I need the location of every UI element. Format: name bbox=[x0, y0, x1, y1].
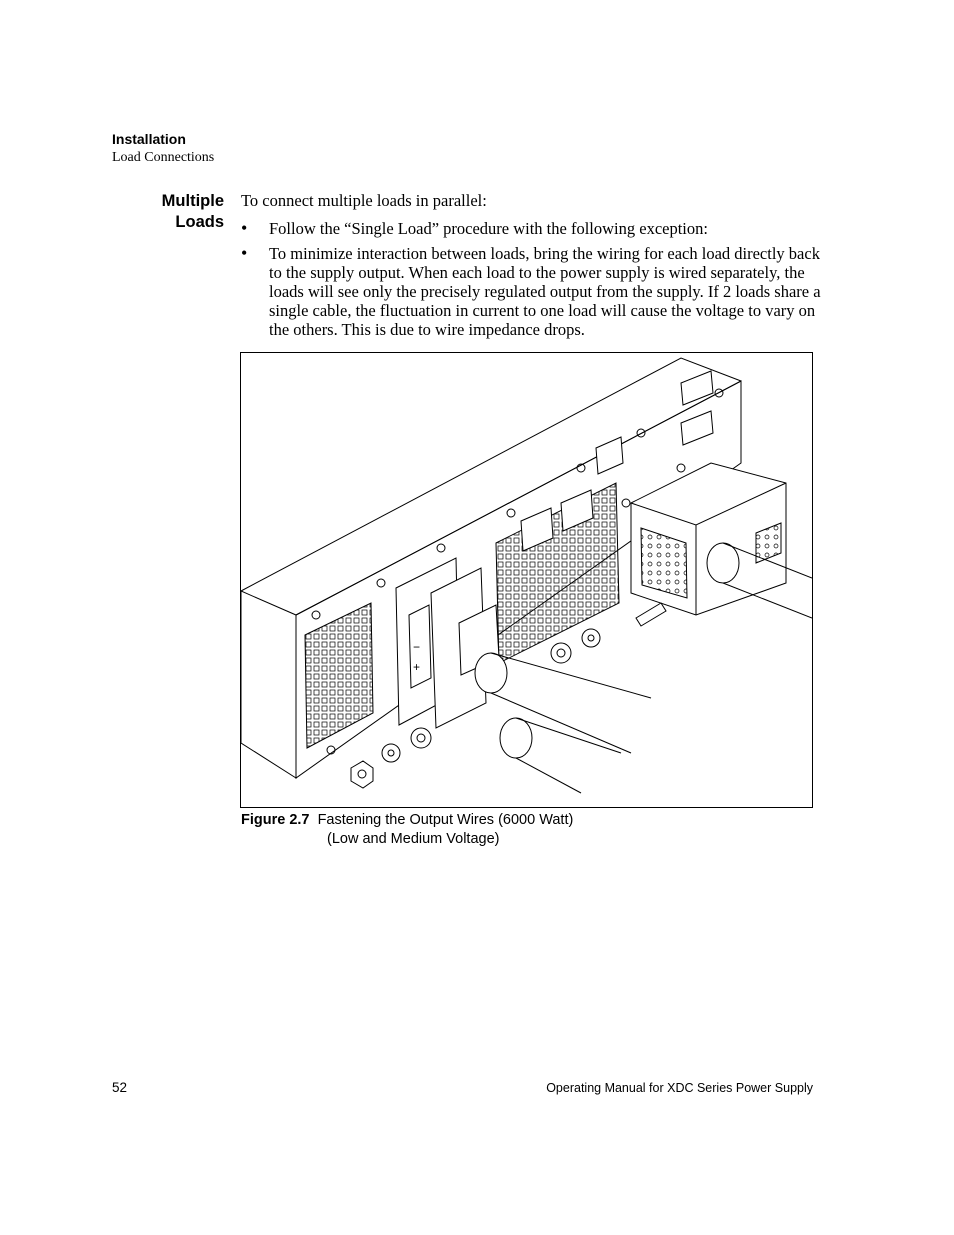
figure-caption bbox=[241, 812, 573, 828]
bullet-text: Follow the “Single Load” procedure with the following exception: bbox=[269, 219, 708, 238]
figure-caption-line1: Fastening the Output Wires (6000 Watt) bbox=[317, 812, 574, 828]
figure-label: Figure 2.7 bbox=[241, 812, 310, 828]
bullet-icon: • bbox=[241, 243, 248, 263]
output-wire bbox=[500, 718, 621, 793]
side-heading bbox=[120, 191, 224, 233]
bullet-text: To minimize interaction between loads, bring the wiring for each load directly back to the supply output. When each load to the power supply is wired separately, the loads will see only the precisely regulated output from the supply. If 2 loads share a single cable, the fluctuation in current to one load will cause the voltage to vary on the others. This is due to wire impedance drops. bbox=[269, 244, 821, 339]
bullet-item bbox=[241, 244, 821, 339]
terminal-minus-label: − bbox=[413, 640, 421, 654]
side-heading-line1: Multiple bbox=[161, 192, 224, 210]
chassis-side-panel bbox=[241, 591, 296, 778]
figure-caption-line2: (Low and Medium Voltage) bbox=[327, 831, 500, 847]
power-supply-illustration bbox=[241, 353, 812, 807]
hex-nut bbox=[351, 761, 373, 788]
intro-paragraph: To connect multiple loads in parallel: bbox=[241, 191, 487, 210]
footer-manual-title: Operating Manual for XDC Series Power Supply bbox=[546, 1081, 813, 1095]
subsection-title: Load Connections bbox=[112, 150, 215, 165]
page-number: 52 bbox=[112, 1080, 128, 1095]
side-heading-line2: Loads bbox=[175, 213, 224, 231]
section-title: Installation bbox=[112, 131, 186, 147]
bullet-icon: • bbox=[241, 218, 248, 238]
figure-output-wires bbox=[240, 352, 813, 808]
bullet-item bbox=[241, 219, 821, 238]
terminal-plus-label: + bbox=[413, 660, 421, 674]
